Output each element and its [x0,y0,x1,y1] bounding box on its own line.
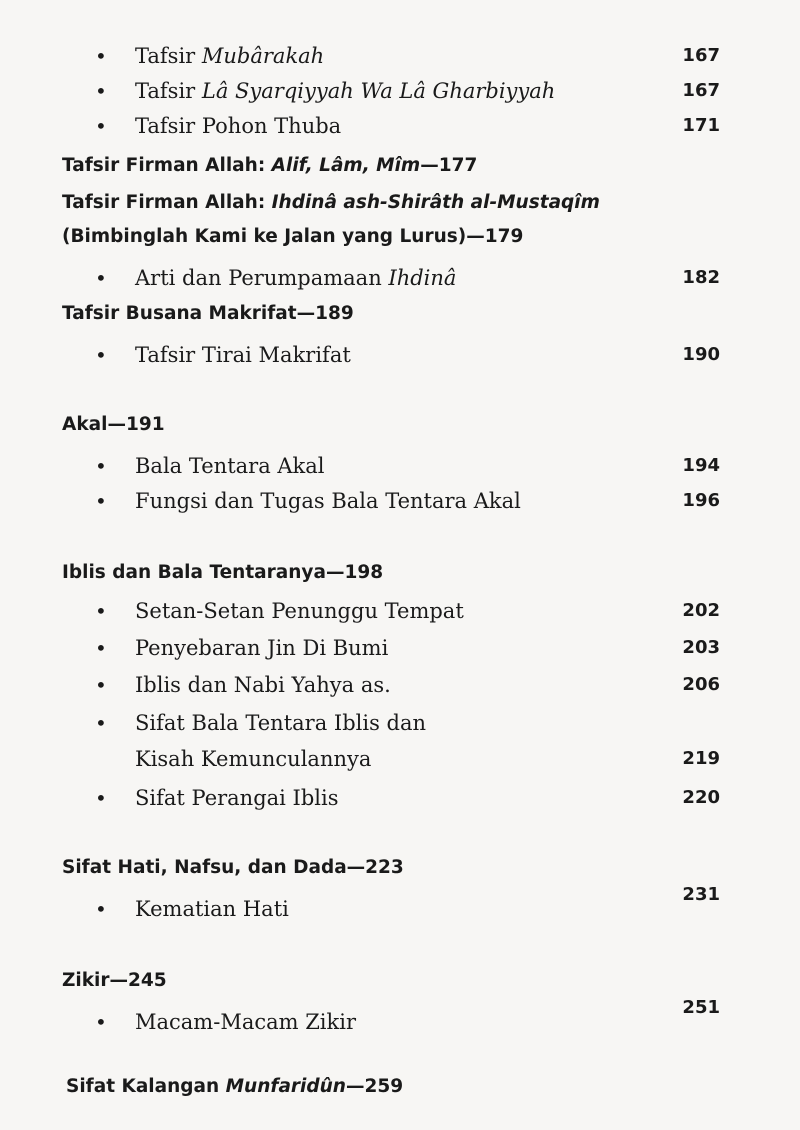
toc-page-number: 231 [682,884,720,905]
toc-page-number: 220 [682,787,720,808]
toc-item-title: Bala Tentara Akal [135,454,325,478]
toc-heading: Zikir—245 [62,970,167,991]
toc-page-number: 167 [682,80,720,101]
toc-item-title: Iblis dan Nabi Yahya as. [135,673,391,697]
bullet-icon: • [95,636,107,660]
bullet-icon: • [95,599,107,623]
toc-item-title: Fungsi dan Tugas Bala Tentara Akal [135,489,521,513]
bullet-icon: • [95,711,107,735]
bullet-icon: • [95,489,107,513]
bullet-icon: • [95,897,107,921]
toc-heading: Sifat Kalangan Munfaridûn—259 [66,1076,404,1097]
toc-item-title: Penyebaran Jin Di Bumi [135,636,389,660]
toc-heading: Tafsir Firman Allah: Ihdinâ ash-Shirâth al-Mustaqîm [62,192,600,213]
toc-page-number: 190 [682,344,720,365]
bullet-icon: • [95,343,107,367]
toc-page-number: 251 [682,997,720,1018]
bullet-icon: • [95,454,107,478]
toc-page-number: 167 [682,45,720,66]
bullet-icon: • [95,786,107,810]
toc-heading: Iblis dan Bala Tentaranya—198 [62,562,384,583]
toc-page-number: 194 [682,455,720,476]
toc-item-title: Tafsir Lâ Syarqiyyah Wa Lâ Gharbiyyah [135,79,556,103]
toc-page-number: 202 [682,600,720,621]
toc-item-title: Sifat Bala Tentara Iblis dan [135,711,427,735]
toc-item-title: Sifat Perangai Iblis [135,786,339,810]
toc-heading-continuation: (Bimbinglah Kami ke Jalan yang Lurus)—179 [62,226,524,247]
toc-page-number: 203 [682,637,720,658]
toc-page-number: 171 [682,115,720,136]
toc-item-title: Macam-Macam Zikir [135,1010,356,1034]
toc-item-title: Arti dan Perumpamaan Ihdinâ [135,266,457,290]
bullet-icon: • [95,114,107,138]
bullet-icon: • [95,44,107,68]
toc-item-title: Tafsir Pohon Thuba [135,114,342,138]
bullet-icon: • [95,1010,107,1034]
toc-page-number: 219 [682,748,720,769]
toc-item-title: Kematian Hati [135,897,289,921]
toc-item-title-line2: Kisah Kemunculannya [135,747,372,771]
bullet-icon: • [95,266,107,290]
toc-heading: Tafsir Firman Allah: Alif, Lâm, Mîm—177 [62,155,478,176]
bullet-icon: • [95,79,107,103]
toc-page-number: 206 [682,674,720,695]
toc-heading: Tafsir Busana Makrifat—189 [62,303,354,324]
toc-item-title: Tafsir Tirai Makrifat [135,343,351,367]
toc-heading: Akal—191 [62,414,165,435]
toc-page-number: 182 [682,267,720,288]
toc-page-number: 196 [682,490,720,511]
toc-heading: Sifat Hati, Nafsu, dan Dada—223 [62,857,404,878]
bullet-icon: • [95,673,107,697]
toc-item-title: Setan-Setan Penunggu Tempat [135,599,464,623]
toc-item-title: Tafsir Mubârakah [135,44,325,68]
